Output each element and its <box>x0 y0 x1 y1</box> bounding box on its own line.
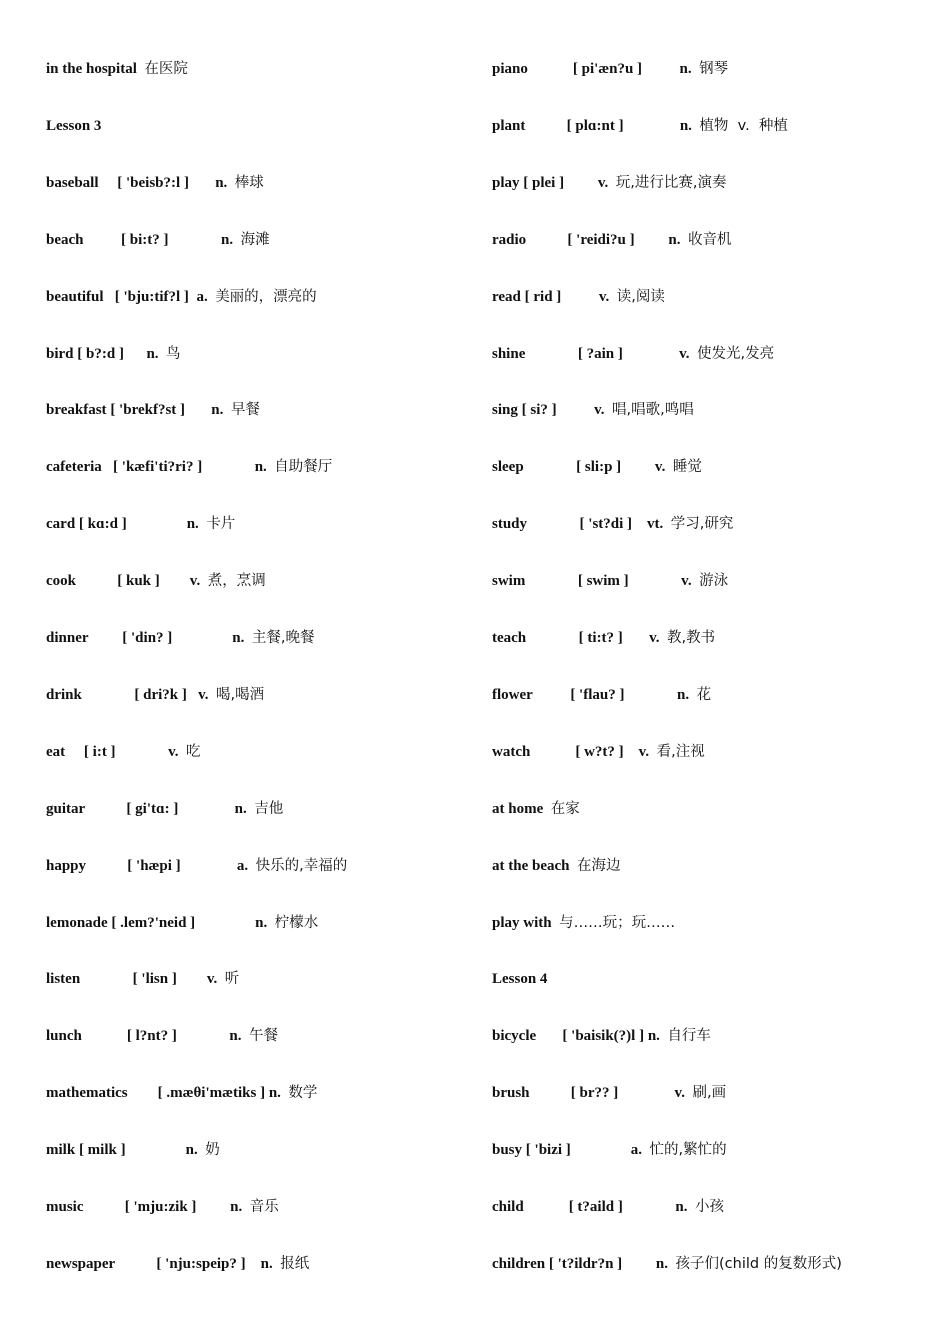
vocab-part-of-speech: n. <box>679 117 692 134</box>
vocab-phonetic: [ 't?ildr?n ] <box>548 1255 623 1272</box>
vocab-entry <box>492 970 547 988</box>
vocab-entry <box>492 1084 726 1102</box>
vocab-phonetic: [ swim ] <box>577 573 629 590</box>
vocab-part-of-speech: n. <box>211 402 224 419</box>
vocab-meaning: 报纸 <box>280 1255 310 1272</box>
vocab-entry <box>46 1084 317 1102</box>
vocab-meaning: 使发光,发亮 <box>697 345 775 362</box>
vocab-meaning: 午餐 <box>248 1028 278 1045</box>
vocab-word: card <box>46 516 76 533</box>
vocab-word: breakfast <box>46 402 107 419</box>
vocab-phonetic: [ 'mju:zik ] <box>124 1199 197 1215</box>
vocab-phonetic: [ 'bju:tif?l ] <box>114 288 189 305</box>
vocab-entry <box>492 60 728 78</box>
vocab-part-of-speech: n. <box>232 630 245 646</box>
vocab-word: milk <box>46 1142 76 1159</box>
vocab-entry <box>492 1198 724 1216</box>
vocab-entry <box>46 970 239 988</box>
vocab-phonetic: [ plɑ:nt ] <box>566 117 624 134</box>
vocab-word: beach <box>46 231 84 248</box>
vocab-phonetic: [ b?:d ] <box>77 345 124 362</box>
vocab-meaning: 美丽的，漂亮的 <box>215 288 317 305</box>
vocab-entry <box>46 800 283 818</box>
vocab-meaning: 花 <box>696 686 712 703</box>
vocab-entry <box>492 629 715 647</box>
vocab-meaning: 海滩 <box>240 231 270 248</box>
vocab-entry <box>46 1198 279 1216</box>
vocab-meaning: 听 <box>224 971 240 988</box>
vocab-meaning: 喝,喝酒 <box>216 686 265 703</box>
vocab-meaning: 收音机 <box>688 231 732 248</box>
vocab-meaning: 鸟 <box>166 345 181 362</box>
vocab-entry <box>492 572 728 590</box>
vocab-meaning: 音乐 <box>249 1199 279 1215</box>
vocab-part-of-speech: n. <box>260 1255 273 1272</box>
vocab-word: beautiful <box>46 288 104 305</box>
vocab-word: children <box>492 1255 546 1272</box>
vocab-phonetic: [ 'flau? ] <box>570 686 625 703</box>
vocab-phonetic: [ 'din? ] <box>122 630 173 646</box>
vocab-phonetic: [ w?t? ] <box>575 743 624 760</box>
vocab-part-of-speech: v. <box>681 573 692 590</box>
vocab-word: Lesson 4 <box>492 971 548 988</box>
vocab-word: watch <box>492 743 531 760</box>
vocab-meaning: 唱,唱歌,鸣唱 <box>612 402 694 419</box>
vocab-phonetic: [ 'baisik(?)l ] <box>562 1028 645 1045</box>
vocab-phonetic: [ ?ain ] <box>577 345 623 362</box>
vocab-word: read <box>492 288 521 305</box>
vocab-part-of-speech: v. <box>594 402 605 419</box>
vocab-entry <box>46 401 260 419</box>
vocab-entry <box>46 572 266 590</box>
vocab-word: bird <box>46 345 74 362</box>
vocab-entry <box>46 629 314 647</box>
vocab-meaning: 柠檬水 <box>274 914 319 931</box>
vocab-phonetic: [ kɑ:d ] <box>78 516 127 533</box>
vocab-meaning: 小孩 <box>694 1199 724 1215</box>
vocab-word: guitar <box>46 800 86 817</box>
vocab-meaning: 玩,进行比赛,演奏 <box>615 174 727 191</box>
vocab-meaning: 快乐的,幸福的 <box>255 857 348 874</box>
vocab-entry <box>46 1255 309 1273</box>
vocab-meaning: 孩子们(child 的复数形式) <box>675 1255 842 1272</box>
vocab-phonetic: [ rid ] <box>524 288 562 305</box>
vocab-entry <box>46 174 264 192</box>
vocab-part-of-speech: v. <box>198 686 209 703</box>
vocab-part-of-speech: n. <box>221 231 234 248</box>
vocab-meaning: 在家 <box>550 800 580 817</box>
vocab-meaning: 读,阅读 <box>616 288 665 305</box>
vocab-phonetic: [ si? ] <box>521 402 557 419</box>
vocab-phonetic: [ l?nt? ] <box>126 1028 177 1045</box>
vocab-word: cook <box>46 573 76 590</box>
vocab-phonetic: [ dri?k ] <box>134 686 187 703</box>
vocab-part-of-speech: v. <box>597 174 609 191</box>
vocab-entry <box>46 1027 278 1045</box>
vocab-entry <box>492 914 675 932</box>
vocab-part-of-speech: n. <box>679 61 692 77</box>
vocab-entry <box>492 686 711 704</box>
vocab-word: piano <box>492 61 528 77</box>
vocab-meaning: 吉他 <box>254 800 284 817</box>
vocab-part-of-speech: n. <box>255 914 268 931</box>
vocab-part-of-speech: v. <box>679 345 690 362</box>
vocab-entry <box>492 1141 727 1159</box>
vocab-entry <box>492 174 727 192</box>
vocab-phonetic: [ ti:t? ] <box>578 630 623 646</box>
vocab-word: happy <box>46 857 87 874</box>
vocab-entry <box>46 231 270 249</box>
vocab-entry <box>492 458 702 476</box>
vocab-entry <box>492 1255 842 1273</box>
vocab-word: busy <box>492 1142 523 1159</box>
vocab-phonetic: [ 'kæfi'ti?ri? ] <box>113 459 203 476</box>
vocab-word: lunch <box>46 1028 82 1045</box>
vocab-entry <box>492 345 774 363</box>
vocab-word: listen <box>46 971 81 988</box>
vocab-phonetic: [ kuk ] <box>117 573 160 590</box>
vocab-word: plant <box>492 117 526 134</box>
vocab-word: Lesson 3 <box>46 117 102 134</box>
vocab-meaning: 卡片 <box>206 516 236 533</box>
vocab-phonetic: [ plei ] <box>523 174 565 191</box>
vocab-meaning: 游泳 <box>699 573 729 590</box>
vocab-meaning: 植物 v. 种植 <box>699 117 788 134</box>
vocab-phonetic: [ 'bizi ] <box>525 1142 571 1159</box>
vocab-phonetic: [ 'hæpi ] <box>127 857 181 874</box>
vocab-entry <box>492 401 694 419</box>
vocab-part-of-speech: n. <box>647 1028 660 1045</box>
vocab-word: lemonade <box>46 914 108 931</box>
vocab-part-of-speech: n. <box>675 1199 688 1215</box>
vocab-word: teach <box>492 630 527 646</box>
vocab-word: bicycle <box>492 1028 537 1045</box>
vocab-meaning: 睡觉 <box>672 459 702 476</box>
vocab-word: mathematics <box>46 1085 128 1102</box>
vocab-word: at the beach <box>492 857 570 874</box>
vocab-part-of-speech: n. <box>146 345 159 362</box>
vocab-part-of-speech: n. <box>254 459 267 476</box>
vocab-meaning: 在医院 <box>144 61 188 77</box>
vocab-part-of-speech: a. <box>196 288 208 305</box>
vocab-part-of-speech: n. <box>230 1199 243 1215</box>
vocab-entry <box>46 914 318 932</box>
vocab-meaning: 与……玩；玩…… <box>559 914 676 931</box>
vocab-part-of-speech: n. <box>186 516 199 533</box>
vocab-meaning: 自助餐厅 <box>274 459 333 476</box>
vocab-word: play <box>492 174 520 191</box>
vocab-entry <box>492 288 665 306</box>
vocab-entry <box>46 1141 220 1159</box>
vocab-entry <box>492 743 705 761</box>
vocab-part-of-speech: n. <box>229 1028 242 1045</box>
vocab-phonetic: [ 'reidi?u ] <box>567 231 635 248</box>
vocab-word: radio <box>492 231 527 248</box>
vocab-part-of-speech: v. <box>206 971 218 988</box>
vocab-entry <box>46 345 181 363</box>
vocab-word: child <box>492 1199 524 1215</box>
vocab-meaning: 主餐,晚餐 <box>251 630 315 646</box>
vocab-meaning: 早餐 <box>230 402 260 419</box>
vocab-word: play with <box>492 914 552 931</box>
vocab-meaning: 自行车 <box>667 1028 711 1045</box>
vocab-part-of-speech: a. <box>630 1142 643 1159</box>
vocab-meaning: 煮，烹调 <box>207 573 266 590</box>
vocab-phonetic: [ t?aild ] <box>568 1199 623 1215</box>
vocab-word: cafeteria <box>46 459 102 476</box>
vocab-phonetic: [ 'nju:speip? ] <box>156 1255 246 1272</box>
vocab-word: study <box>492 516 528 533</box>
vocab-entry <box>492 800 580 818</box>
vocab-part-of-speech: v. <box>598 288 610 305</box>
vocab-part-of-speech: vt. <box>647 516 664 533</box>
vocab-phonetic: [ milk ] <box>78 1142 126 1159</box>
vocab-word: flower <box>492 686 533 703</box>
vocab-meaning: 奶 <box>205 1142 220 1159</box>
vocab-entry <box>46 686 264 704</box>
vocab-phonetic: [ i:t ] <box>83 743 116 760</box>
vocab-part-of-speech: n. <box>268 1085 281 1102</box>
vocab-part-of-speech: n. <box>185 1142 198 1159</box>
vocab-part-of-speech: v. <box>654 459 666 476</box>
vocab-part-of-speech: v. <box>649 630 660 646</box>
vocab-part-of-speech: v. <box>168 743 179 760</box>
vocab-entry <box>492 857 621 875</box>
vocab-word: swim <box>492 573 526 590</box>
vocab-word: in the hospital <box>46 61 137 77</box>
vocab-meaning: 数学 <box>288 1085 318 1102</box>
vocab-phonetic: [ gi'tɑ: ] <box>126 800 179 817</box>
vocab-phonetic: [ 'beisb?:l ] <box>117 174 189 191</box>
vocab-entry <box>492 1027 711 1045</box>
vocab-phonetic: [ br?? ] <box>570 1085 619 1102</box>
vocab-word: baseball <box>46 174 99 191</box>
vocab-meaning: 看,注视 <box>656 743 705 760</box>
vocab-phonetic: [ 'brekf?st ] <box>110 402 186 419</box>
vocab-phonetic: [ 'lisn ] <box>132 971 177 988</box>
vocab-word: sing <box>492 402 518 419</box>
vocab-entry <box>46 117 101 135</box>
vocab-meaning: 钢琴 <box>699 61 729 77</box>
vocab-word: drink <box>46 686 82 703</box>
vocab-word: dinner <box>46 630 89 646</box>
vocab-word: sleep <box>492 459 524 476</box>
vocab-phonetic: [ bi:t? ] <box>121 231 169 248</box>
vocab-phonetic: [ sli:p ] <box>576 459 622 476</box>
vocab-meaning: 在海边 <box>577 857 621 874</box>
vocab-word: at home <box>492 800 544 817</box>
vocab-phonetic: [ .lem?'neid ] <box>111 914 196 931</box>
vocab-word: brush <box>492 1085 530 1102</box>
vocab-part-of-speech: v. <box>189 573 201 590</box>
vocab-word: newspaper <box>46 1255 116 1272</box>
vocab-part-of-speech: a. <box>236 857 249 874</box>
vocab-phonetic: [ pi'æn?u ] <box>572 61 643 77</box>
vocab-word: music <box>46 1199 84 1215</box>
vocab-part-of-speech: n. <box>676 686 690 703</box>
vocab-part-of-speech: v. <box>674 1085 685 1102</box>
vocab-entry <box>492 515 733 533</box>
vocab-meaning: 吃 <box>186 743 201 760</box>
vocab-part-of-speech: n. <box>668 231 681 248</box>
vocab-meaning: 忙的,繁忙的 <box>649 1142 727 1159</box>
vocab-part-of-speech: n. <box>234 800 247 817</box>
vocab-part-of-speech: n. <box>215 174 228 191</box>
vocab-entry <box>46 458 332 476</box>
vocab-word: shine <box>492 345 526 362</box>
vocab-entry <box>46 515 235 533</box>
vocab-meaning: 棒球 <box>234 174 264 191</box>
vocab-phonetic: [ .mæθi'mætiks ] <box>157 1085 266 1102</box>
vocab-word: eat <box>46 743 66 760</box>
vocab-part-of-speech: n. <box>655 1255 669 1272</box>
vocab-part-of-speech: v. <box>638 743 650 760</box>
vocab-entry <box>46 288 317 306</box>
vocab-entry <box>46 60 188 78</box>
vocab-entry <box>46 743 201 761</box>
vocab-meaning: 刷,画 <box>692 1085 727 1102</box>
vocab-entry <box>46 857 347 875</box>
vocab-entry <box>492 117 788 135</box>
vocab-meaning: 教,教书 <box>667 630 716 646</box>
vocab-phonetic: [ 'st?di ] <box>579 516 633 533</box>
vocab-entry <box>492 231 732 249</box>
vocab-meaning: 学习,研究 <box>670 516 734 533</box>
